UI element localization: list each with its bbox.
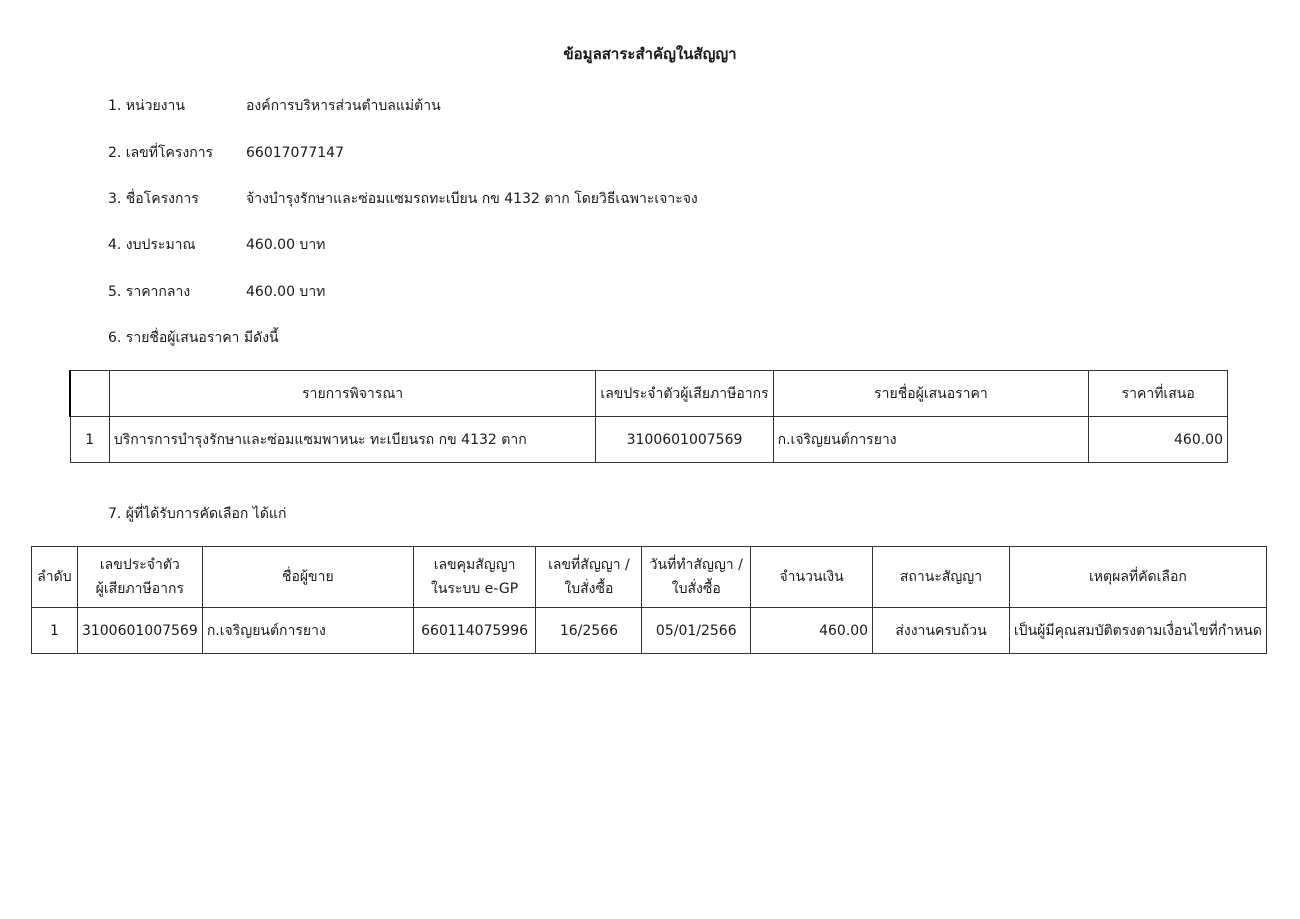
- bidders-cell-no: 1: [70, 417, 109, 463]
- field-agency-value: องค์การบริหารส่วนตำบลแม่ต้าน: [246, 98, 441, 114]
- selected-header-contract-no-line2: ใบสั่งซื้อ: [564, 581, 614, 597]
- field-median-price-value: 460.00 บาท: [246, 284, 326, 300]
- field-budget-label: 4. งบประมาณ: [108, 237, 196, 253]
- selected-header-contract-no: [536, 547, 642, 608]
- field-project-name: [108, 188, 698, 210]
- selected-header-seller: ชื่อผู้ขาย: [202, 547, 413, 608]
- field-budget-value: 460.00 บาท: [246, 237, 326, 253]
- field-agency-label: 1. หน่วยงาน: [108, 98, 185, 114]
- field-budget: [108, 234, 325, 256]
- bidders-header-item: รายการพิจารณา: [109, 371, 596, 417]
- selected-header-tax-id-line2: ผู้เสียภาษีอากร: [95, 581, 184, 597]
- selected-header-contract-no-line1: เลขที่สัญญา /: [548, 557, 630, 573]
- selected-header-egp: [413, 547, 536, 608]
- bidders-cell-bidder: ก.เจริญยนต์การยาง: [773, 417, 1089, 463]
- bidders-table-header-row: [70, 371, 1228, 417]
- table-row: [32, 608, 1267, 654]
- selected-header-egp-line1: เลขคุมสัญญา: [433, 557, 516, 573]
- selected-table-header-row: [32, 547, 1267, 608]
- selected-cell-contract-no: 16/2566: [536, 608, 642, 654]
- bidders-table: [69, 370, 1228, 463]
- selected-header-no: ลำดับ: [32, 547, 78, 608]
- selected-cell-amount: 460.00: [751, 608, 873, 654]
- bidders-header-price: ราคาที่เสนอ: [1089, 371, 1228, 417]
- bidders-header-no: [70, 371, 109, 417]
- selected-header-tax-id-line1: เลขประจำตัว: [99, 557, 180, 573]
- field-project-number-value: 66017077147: [246, 145, 344, 161]
- selected-header-egp-line2: ในระบบ e-GP: [431, 581, 519, 597]
- field-project-name-value: จ้างบำรุงรักษาและซ่อมแซมรถทะเบียน กข 4132 ตาก โดยวิธีเฉพาะเจาะจง: [246, 191, 698, 207]
- selected-cell-reason: เป็นผู้มีคุณสมบัติตรงตามเงื่อนไขที่กำหนด: [1009, 608, 1266, 654]
- selected-header-reason: เหตุผลที่คัดเลือก: [1009, 547, 1266, 608]
- bidders-cell-price: 460.00: [1089, 417, 1228, 463]
- selected-header-tax-id: [77, 547, 202, 608]
- field-project-number-label: 2. เลขที่โครงการ: [108, 145, 214, 161]
- document-title: ข้อมูลสาระสำคัญในสัญญา: [563, 45, 737, 63]
- selected-header-amount: จำนวนเงิน: [751, 547, 873, 608]
- selected-cell-egp: 660114075996: [413, 608, 536, 654]
- bidders-cell-tax-id: 3100601007569: [596, 417, 773, 463]
- selected-header-status: สถานะสัญญา: [873, 547, 1010, 608]
- selected-header-date-line2: ใบสั่งซื้อ: [671, 581, 721, 597]
- selected-cell-tax-id: 3100601007569: [77, 608, 202, 654]
- selected-cell-date: 05/01/2566: [642, 608, 751, 654]
- selected-table: [31, 546, 1267, 654]
- field-project-number: [108, 142, 344, 164]
- selected-cell-no: 1: [32, 608, 78, 654]
- bidders-section-label: 6. รายชื่อผู้เสนอราคา มีดังนี้: [108, 330, 279, 346]
- field-median-price-label: 5. ราคากลาง: [108, 284, 191, 300]
- selected-section-label: 7. ผู้ที่ได้รับการคัดเลือก ได้แก่: [108, 506, 287, 522]
- bidders-header-tax-id: เลขประจำตัวผู้เสียภาษีอากร: [596, 371, 773, 417]
- field-project-name-label: 3. ชื่อโครงการ: [108, 191, 199, 207]
- bidders-header-bidder: รายชื่อผู้เสนอราคา: [773, 371, 1089, 417]
- selected-header-date: [642, 547, 751, 608]
- selected-header-date-line1: วันที่ทำสัญญา /: [649, 557, 743, 573]
- field-agency: [108, 95, 441, 117]
- selected-cell-seller: ก.เจริญยนต์การยาง: [202, 608, 413, 654]
- field-median-price: [108, 281, 325, 303]
- selected-cell-status: ส่งงานครบถ้วน: [873, 608, 1010, 654]
- table-row: [70, 417, 1228, 463]
- bidders-cell-item: บริการการบำรุงรักษาและซ่อมแซมพาหนะ ทะเบียนรถ กข 4132 ตาก: [109, 417, 596, 463]
